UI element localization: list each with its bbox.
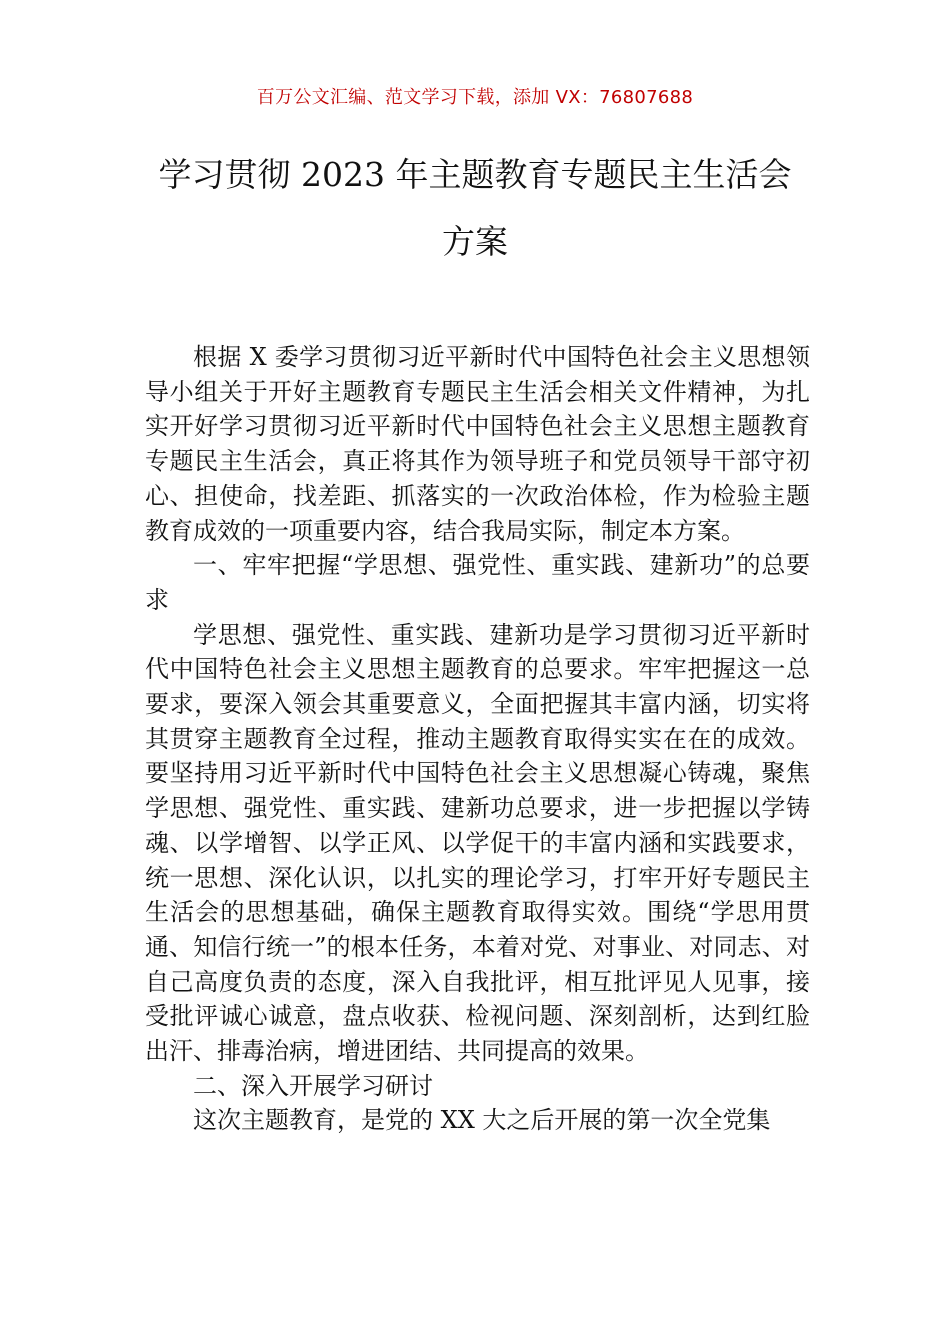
paragraph-intro: 根据 X 委学习贯彻习近平新时代中国特色社会主义思想领导小组关于开好主题教育专题民主生活会相关文件精神，为扎实开好学习贯彻习近平新时代中国特色社会主义思想主题教育专题民主生活会，真正将其作为领导班子和党员领导干部守初心、担使命，找差距、抓落实的一次政治体检，作为检验主题教育成效的一项重要内容，结合我局实际，制定本方案。 bbox=[145, 343, 810, 545]
document-title-line-1: 学习贯彻 2023 年主题教育专题民主生活会 bbox=[158, 155, 792, 194]
watermark-notice: 百万公文汇编、范文学习下载，添加 VX：76807688 bbox=[256, 87, 694, 108]
document-title-line-2: 方案 bbox=[442, 222, 508, 261]
document-body bbox=[145, 340, 810, 1138]
paragraph-section-1: 学思想、强党性、重实践、建新功是学习贯彻习近平新时代中国特色社会主义思想主题教育的总要求。牢牢把握这一总要求，要深入领会其重要意义，全面把握其丰富内涵，切实将其贯穿主题教育全过程，推动主题教育取得实实在在的成效。要坚持用习近平新时代中国特色社会主义思想凝心铸魂，聚焦学思想、强党性、重实践、建新功总要求，进一步把握以学铸魂、以学增智、以学正风、以学促干的丰富内涵和实践要求，统一思想、深化认识，以扎实的理论学习，打牢开好专题民主生活会的思想基础，确保主题教育取得实效。围绕“学思用贯通、知信行统一”的根本任务，本着对党、对事业、对同志、对自己高度负责的态度，深入自我批评，相互批评见人见事，接受批评诚心诚意，盘点收获、检视问题、深刻剖析，达到红脸出汗、排毒治病，增进团结、共同提高的效果。 bbox=[145, 620, 810, 1066]
paragraph-section-2: 这次主题教育，是党的 XX 大之后开展的第一次全党集 bbox=[193, 1106, 771, 1135]
section-heading-1: 一、牢牢把握“学思想、强党性、重实践、建新功”的总要求 bbox=[145, 551, 810, 614]
section-heading-2: 二、深入开展学习研讨 bbox=[193, 1071, 433, 1100]
